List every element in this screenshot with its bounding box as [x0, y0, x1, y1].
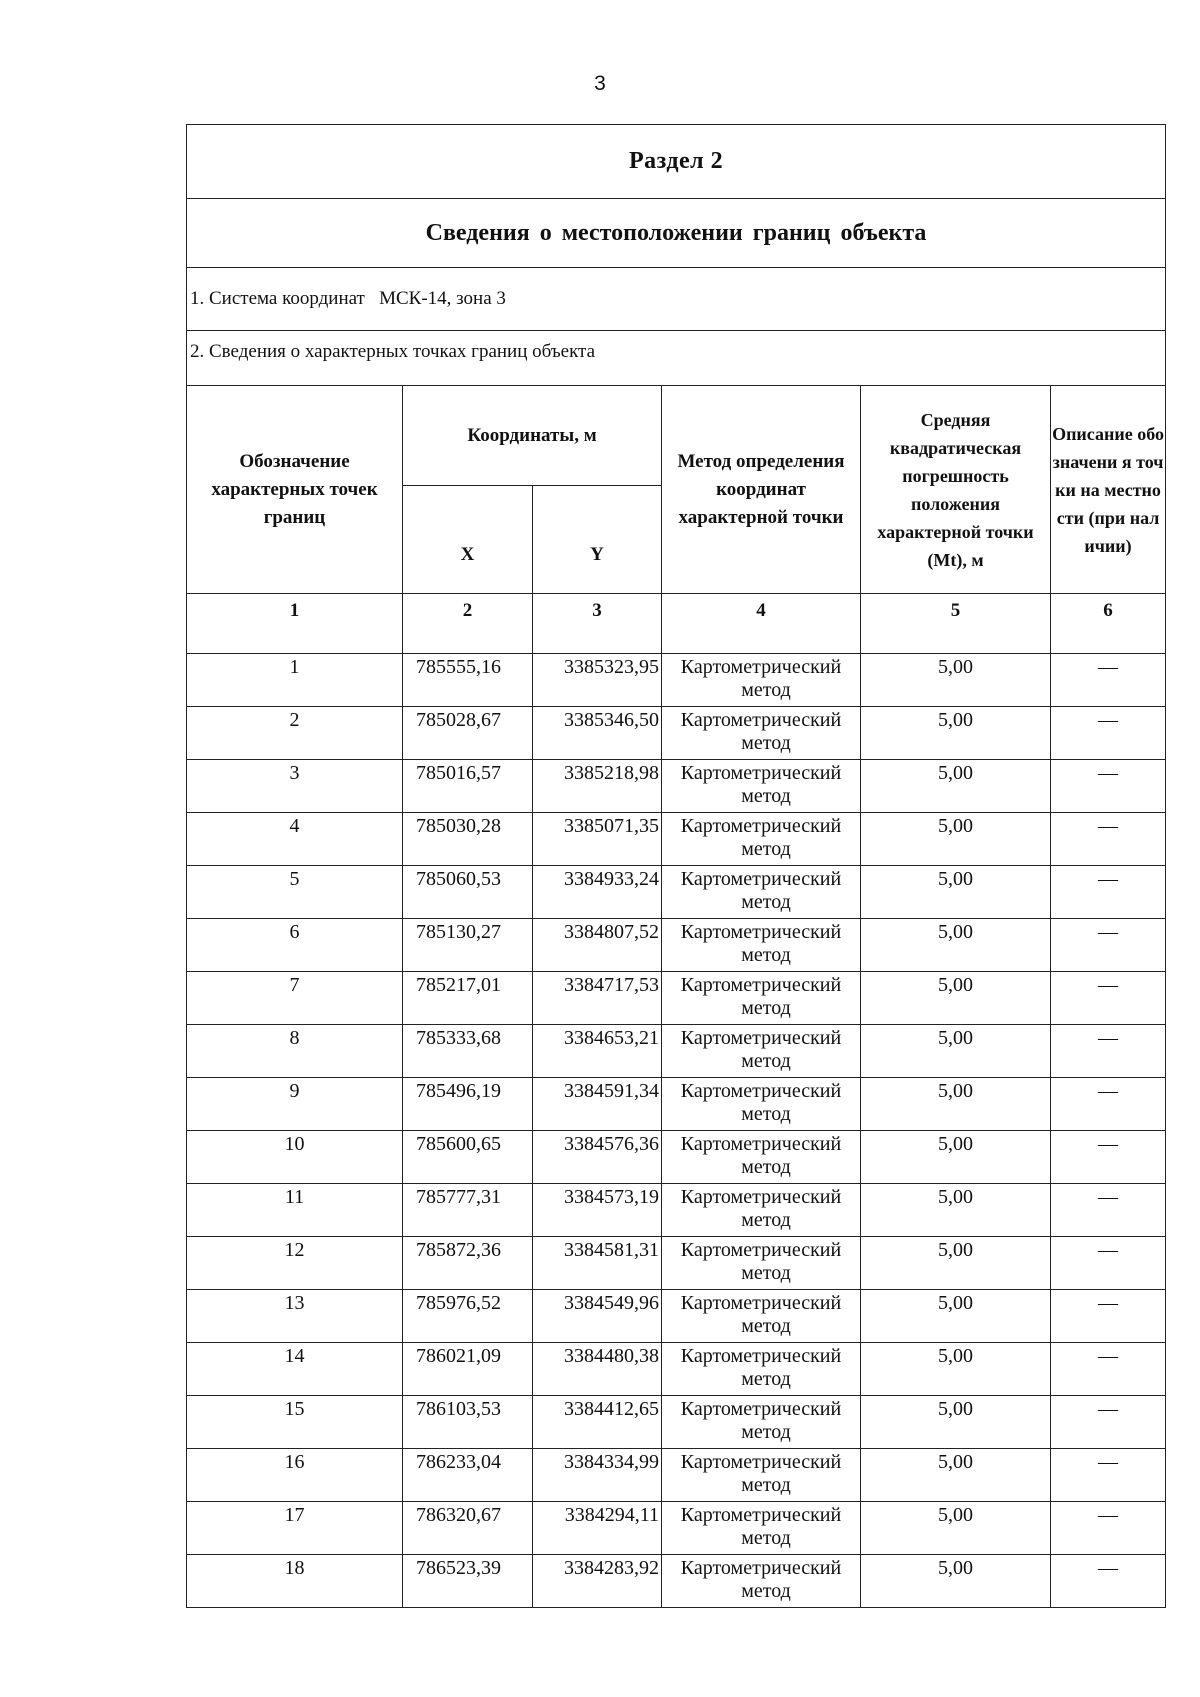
table-row: [187, 1502, 1166, 1555]
header-method: [662, 386, 861, 594]
description-cell: [1051, 1396, 1166, 1449]
header-coordinates: Координаты, м: [403, 386, 662, 486]
table-row: [187, 1078, 1166, 1131]
description-cell: [1051, 760, 1166, 813]
description-cell: [1051, 1237, 1166, 1290]
description-cell: [1051, 1555, 1166, 1608]
method-line-1: Картометрический: [680, 868, 842, 890]
method-line-2: метод: [741, 1103, 791, 1125]
method-cell: [662, 972, 861, 1025]
description-cell: [1051, 1131, 1166, 1184]
table-row: [187, 1131, 1166, 1184]
header-method-label: Метод определения координат характерной точки: [677, 450, 845, 528]
coord-x: 785555,16: [403, 654, 533, 707]
method-line-1: Картометрический: [680, 815, 842, 837]
coord-y: 3384807,52: [533, 919, 662, 972]
point-number: 8: [187, 1025, 403, 1078]
table-row: [187, 707, 1166, 760]
header-error-label: Средняя квадратическая погрешность положения характерной точки (Mt), м: [877, 409, 1034, 570]
table-row: [187, 1555, 1166, 1608]
method-cell: [662, 1396, 861, 1449]
column-number: 4: [662, 594, 861, 654]
coord-y: 3384653,21: [533, 1025, 662, 1078]
method-line-1: Картометрический: [680, 1292, 842, 1314]
method-line-2: метод: [741, 1050, 791, 1072]
dash-value: —: [1098, 1292, 1119, 1314]
coord-x: 785130,27: [403, 919, 533, 972]
point-number: 3: [187, 760, 403, 813]
column-number: 1: [187, 594, 403, 654]
point-number: 13: [187, 1290, 403, 1343]
description-cell: [1051, 919, 1166, 972]
dash-value: —: [1098, 1504, 1119, 1526]
mt-value: 5,00: [861, 707, 1051, 760]
method-line-1: Картометрический: [680, 1133, 842, 1155]
method-line-1: Картометрический: [680, 1451, 842, 1473]
column-number-row: [187, 594, 1166, 654]
method-line-2: метод: [741, 944, 791, 966]
coord-x: 785777,31: [403, 1184, 533, 1237]
header-description: [1051, 386, 1166, 594]
method-cell: [662, 1343, 861, 1396]
coord-x: 786320,67: [403, 1502, 533, 1555]
dash-value: —: [1098, 868, 1119, 890]
coord-x: 786523,39: [403, 1555, 533, 1608]
description-cell: [1051, 972, 1166, 1025]
method-line-2: метод: [741, 838, 791, 860]
coord-x: 785016,57: [403, 760, 533, 813]
header-description-label: Описание обозначени я точки на местности (при наличии): [1052, 423, 1165, 556]
method-line-2: метод: [741, 1315, 791, 1337]
coord-y: 3384717,53: [533, 972, 662, 1025]
method-line-1: Картометрический: [680, 762, 842, 784]
dash-value: —: [1098, 1186, 1119, 1208]
table-row: [187, 1343, 1166, 1396]
method-line-1: Картометрический: [680, 921, 842, 943]
coord-x: 785217,01: [403, 972, 533, 1025]
table-row: [187, 654, 1166, 707]
dash-value: —: [1098, 1451, 1119, 1473]
method-line-1: Картометрический: [680, 1239, 842, 1261]
method-line-1: Картометрический: [680, 1398, 842, 1420]
table-row: [187, 1290, 1166, 1343]
mt-value: 5,00: [861, 1025, 1051, 1078]
method-line-2: метод: [741, 679, 791, 701]
coord-y: 3385218,98: [533, 760, 662, 813]
coord-y: 3384412,65: [533, 1396, 662, 1449]
coord-y: 3384576,36: [533, 1131, 662, 1184]
mt-value: 5,00: [861, 1502, 1051, 1555]
column-number: 6: [1051, 594, 1166, 654]
dash-value: —: [1098, 1080, 1119, 1102]
table-row: [187, 1025, 1166, 1078]
mt-value: 5,00: [861, 813, 1051, 866]
point-number: 15: [187, 1396, 403, 1449]
method-line-2: метод: [741, 891, 791, 913]
coord-x: 785600,65: [403, 1131, 533, 1184]
mt-value: 5,00: [861, 654, 1051, 707]
mt-value: 5,00: [861, 1290, 1051, 1343]
point-number: 16: [187, 1449, 403, 1502]
table-row: [187, 919, 1166, 972]
method-cell: [662, 919, 861, 972]
method-line-2: метод: [741, 997, 791, 1019]
dash-value: —: [1098, 1239, 1119, 1261]
mt-value: 5,00: [861, 972, 1051, 1025]
method-line-1: Картометрический: [680, 1345, 842, 1367]
method-line-2: метод: [741, 1580, 791, 1602]
page-number: 3: [594, 72, 606, 95]
section-title: Раздел 2: [187, 125, 1166, 199]
method-line-1: Картометрический: [680, 1557, 842, 1579]
point-number: 4: [187, 813, 403, 866]
mt-value: 5,00: [861, 1449, 1051, 1502]
method-line-2: метод: [741, 1262, 791, 1284]
coord-x: 785030,28: [403, 813, 533, 866]
dash-value: —: [1098, 1345, 1119, 1367]
coord-y: 3384591,34: [533, 1078, 662, 1131]
table-row: [187, 866, 1166, 919]
description-cell: [1051, 1184, 1166, 1237]
coord-y: 3385346,50: [533, 707, 662, 760]
coord-x: 785028,67: [403, 707, 533, 760]
method-cell: [662, 1237, 861, 1290]
method-cell: [662, 1078, 861, 1131]
description-cell: [1051, 1502, 1166, 1555]
mt-value: 5,00: [861, 1184, 1051, 1237]
method-line-2: метод: [741, 1209, 791, 1231]
method-line-1: Картометрический: [680, 1027, 842, 1049]
mt-value: 5,00: [861, 760, 1051, 813]
dash-value: —: [1098, 1398, 1119, 1420]
coord-y: 3385323,95: [533, 654, 662, 707]
method-line-2: метод: [741, 785, 791, 807]
method-cell: [662, 1131, 861, 1184]
header-designation: [187, 386, 403, 594]
coordinate-system: 1. Система координат МСК-14, зона 3: [187, 268, 1166, 331]
coord-y: 3384294,11: [533, 1502, 662, 1555]
description-cell: [1051, 1078, 1166, 1131]
points-heading: 2. Сведения о характерных точках границ объекта: [187, 331, 1166, 386]
description-cell: [1051, 813, 1166, 866]
method-cell: [662, 1025, 861, 1078]
point-number: 1: [187, 654, 403, 707]
coord-x: 785333,68: [403, 1025, 533, 1078]
method-line-2: метод: [741, 1368, 791, 1390]
method-line-1: Картометрический: [680, 974, 842, 996]
coord-x: 786103,53: [403, 1396, 533, 1449]
boundary-points-table: [186, 124, 1166, 1608]
mt-value: 5,00: [861, 1078, 1051, 1131]
method-line-1: Картометрический: [680, 656, 842, 678]
header-designation-label: Обозначение характерных точек границ: [211, 450, 378, 528]
coord-y: 3384283,92: [533, 1555, 662, 1608]
description-cell: [1051, 1343, 1166, 1396]
coord-y: 3384581,31: [533, 1237, 662, 1290]
table-row: [187, 1396, 1166, 1449]
dash-value: —: [1098, 656, 1119, 678]
method-cell: [662, 1555, 861, 1608]
method-cell: [662, 1184, 861, 1237]
method-cell: [662, 813, 861, 866]
method-line-2: метод: [741, 732, 791, 754]
coord-y: 3384480,38: [533, 1343, 662, 1396]
description-cell: [1051, 707, 1166, 760]
description-cell: [1051, 866, 1166, 919]
column-number: 2: [403, 594, 533, 654]
coord-y: 3384573,19: [533, 1184, 662, 1237]
dash-value: —: [1098, 974, 1119, 996]
table-row: [187, 1449, 1166, 1502]
coord-y: 3385071,35: [533, 813, 662, 866]
method-line-1: Картометрический: [680, 1186, 842, 1208]
point-number: 12: [187, 1237, 403, 1290]
column-number: 5: [861, 594, 1051, 654]
dash-value: —: [1098, 709, 1119, 731]
coord-x: 785976,52: [403, 1290, 533, 1343]
description-cell: [1051, 1449, 1166, 1502]
table-row: [187, 972, 1166, 1025]
point-number: 14: [187, 1343, 403, 1396]
method-line-2: метод: [741, 1421, 791, 1443]
method-cell: [662, 707, 861, 760]
header-x: X: [403, 486, 533, 594]
section-subtitle: Сведения о местоположении границ объекта: [187, 199, 1166, 268]
point-number: 7: [187, 972, 403, 1025]
method-cell: [662, 760, 861, 813]
point-number: 5: [187, 866, 403, 919]
table-row: [187, 1237, 1166, 1290]
header-y: Y: [533, 486, 662, 594]
point-number: 18: [187, 1555, 403, 1608]
coord-x: 786021,09: [403, 1343, 533, 1396]
dash-value: —: [1098, 1557, 1119, 1579]
header-error: [861, 386, 1051, 594]
coord-x: 786233,04: [403, 1449, 533, 1502]
table-row: [187, 760, 1166, 813]
method-line-2: метод: [741, 1527, 791, 1549]
method-line-1: Картометрический: [680, 709, 842, 731]
coord-y: 3384334,99: [533, 1449, 662, 1502]
coord-y: 3384549,96: [533, 1290, 662, 1343]
mt-value: 5,00: [861, 866, 1051, 919]
method-cell: [662, 866, 861, 919]
method-cell: [662, 654, 861, 707]
table-row: [187, 813, 1166, 866]
method-line-2: метод: [741, 1156, 791, 1178]
mt-value: 5,00: [861, 919, 1051, 972]
coord-x: 785060,53: [403, 866, 533, 919]
description-cell: [1051, 1025, 1166, 1078]
point-number: 9: [187, 1078, 403, 1131]
point-number: 6: [187, 919, 403, 972]
mt-value: 5,00: [861, 1343, 1051, 1396]
point-number: 17: [187, 1502, 403, 1555]
point-number: 2: [187, 707, 403, 760]
mt-value: 5,00: [861, 1131, 1051, 1184]
description-cell: [1051, 654, 1166, 707]
dash-value: —: [1098, 815, 1119, 837]
point-number: 10: [187, 1131, 403, 1184]
method-cell: [662, 1290, 861, 1343]
point-number: 11: [187, 1184, 403, 1237]
method-cell: [662, 1449, 861, 1502]
method-line-1: Картометрический: [680, 1504, 842, 1526]
column-number: 3: [533, 594, 662, 654]
coord-x: 785872,36: [403, 1237, 533, 1290]
method-cell: [662, 1502, 861, 1555]
point-rows: [187, 654, 1166, 1608]
dash-value: —: [1098, 762, 1119, 784]
dash-value: —: [1098, 921, 1119, 943]
mt-value: 5,00: [861, 1396, 1051, 1449]
mt-value: 5,00: [861, 1237, 1051, 1290]
method-line-1: Картометрический: [680, 1080, 842, 1102]
table-row: [187, 1184, 1166, 1237]
dash-value: —: [1098, 1027, 1119, 1049]
coord-y: 3384933,24: [533, 866, 662, 919]
description-cell: [1051, 1290, 1166, 1343]
method-line-2: метод: [741, 1474, 791, 1496]
mt-value: 5,00: [861, 1555, 1051, 1608]
coord-x: 785496,19: [403, 1078, 533, 1131]
dash-value: —: [1098, 1133, 1119, 1155]
